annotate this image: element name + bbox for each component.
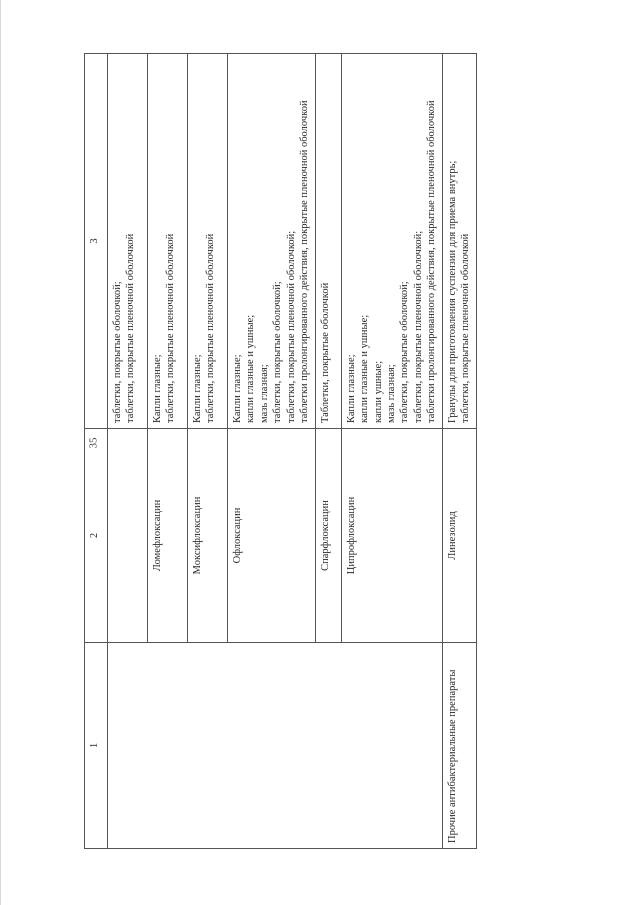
table-row [108, 54, 148, 849]
forms-cell [108, 54, 148, 429]
forms-cell [188, 54, 228, 429]
forms-cell [341, 54, 442, 429]
form-item: Гранулы для приготовления суспензии для приема внутрь; [446, 160, 458, 423]
forms-cell [228, 54, 316, 429]
page-number: 35 [87, 437, 100, 449]
group-empty-cell [108, 643, 443, 849]
form-item: таблетки, покрытые оболочкой; [272, 281, 284, 423]
drug-name-cell: Моксифлоксацин [188, 429, 228, 643]
form-item: таблетки, покрытые пленочной оболочкой; [285, 230, 297, 423]
header-col-2: 2 [85, 429, 108, 643]
form-item: капли глазные и ушные; [245, 314, 257, 423]
form-item: Капли глазные; [192, 354, 203, 423]
drug-name-cell: Линезолид [442, 429, 476, 643]
form-item: таблетки, покрытые пленочной оболочкой [125, 233, 137, 423]
form-item: таблетки, покрытые пленочной оболочкой [165, 233, 177, 423]
form-item: мазь глазная; [258, 364, 270, 423]
form-item: таблетки, покрытые пленочной оболочкой [460, 233, 472, 423]
form-item: таблетки, покрытые оболочкой; [112, 281, 123, 423]
group-label-cell: Прочие антибактериальные препараты [442, 643, 476, 849]
header-col-3: 3 [85, 54, 108, 429]
drug-name-cell: Ломефлоксацин [148, 429, 188, 643]
form-item: таблетки пролонгированного действия, покрытые пленочной оболочкой [426, 100, 438, 423]
form-item: мазь глазная; [385, 364, 397, 423]
drug-name-cell: Спарфлоксацин [315, 429, 341, 643]
form-item: капли глазные и ушные; [359, 314, 371, 423]
rotated-table-container [84, 54, 568, 849]
forms-cell [442, 54, 476, 429]
forms-cell [315, 54, 341, 429]
form-item: капли ушные; [372, 360, 384, 423]
drug-name-cell [108, 429, 148, 643]
form-item: Капли глазные; [232, 354, 243, 423]
drug-table [84, 53, 477, 849]
header-row [85, 54, 108, 849]
form-item: таблетки пролонгированного действия, покрытые пленочной оболочкой [299, 100, 311, 423]
form-item: Таблетки, покрытые оболочкой [319, 282, 331, 423]
form-item: таблетки, покрытые пленочной оболочкой; [412, 230, 424, 423]
form-item: Капли глазные; [152, 354, 163, 423]
form-item: таблетки, покрытые оболочкой; [399, 281, 411, 423]
drug-name-cell: Ципрофлоксацин [341, 429, 442, 643]
table-row [442, 54, 476, 849]
form-item: таблетки, покрытые пленочной оболочкой [205, 233, 217, 423]
form-item: Капли глазные; [345, 354, 357, 423]
drug-name-cell: Офлоксацин [228, 429, 316, 643]
forms-cell [148, 54, 188, 429]
header-col-1: 1 [85, 643, 108, 849]
